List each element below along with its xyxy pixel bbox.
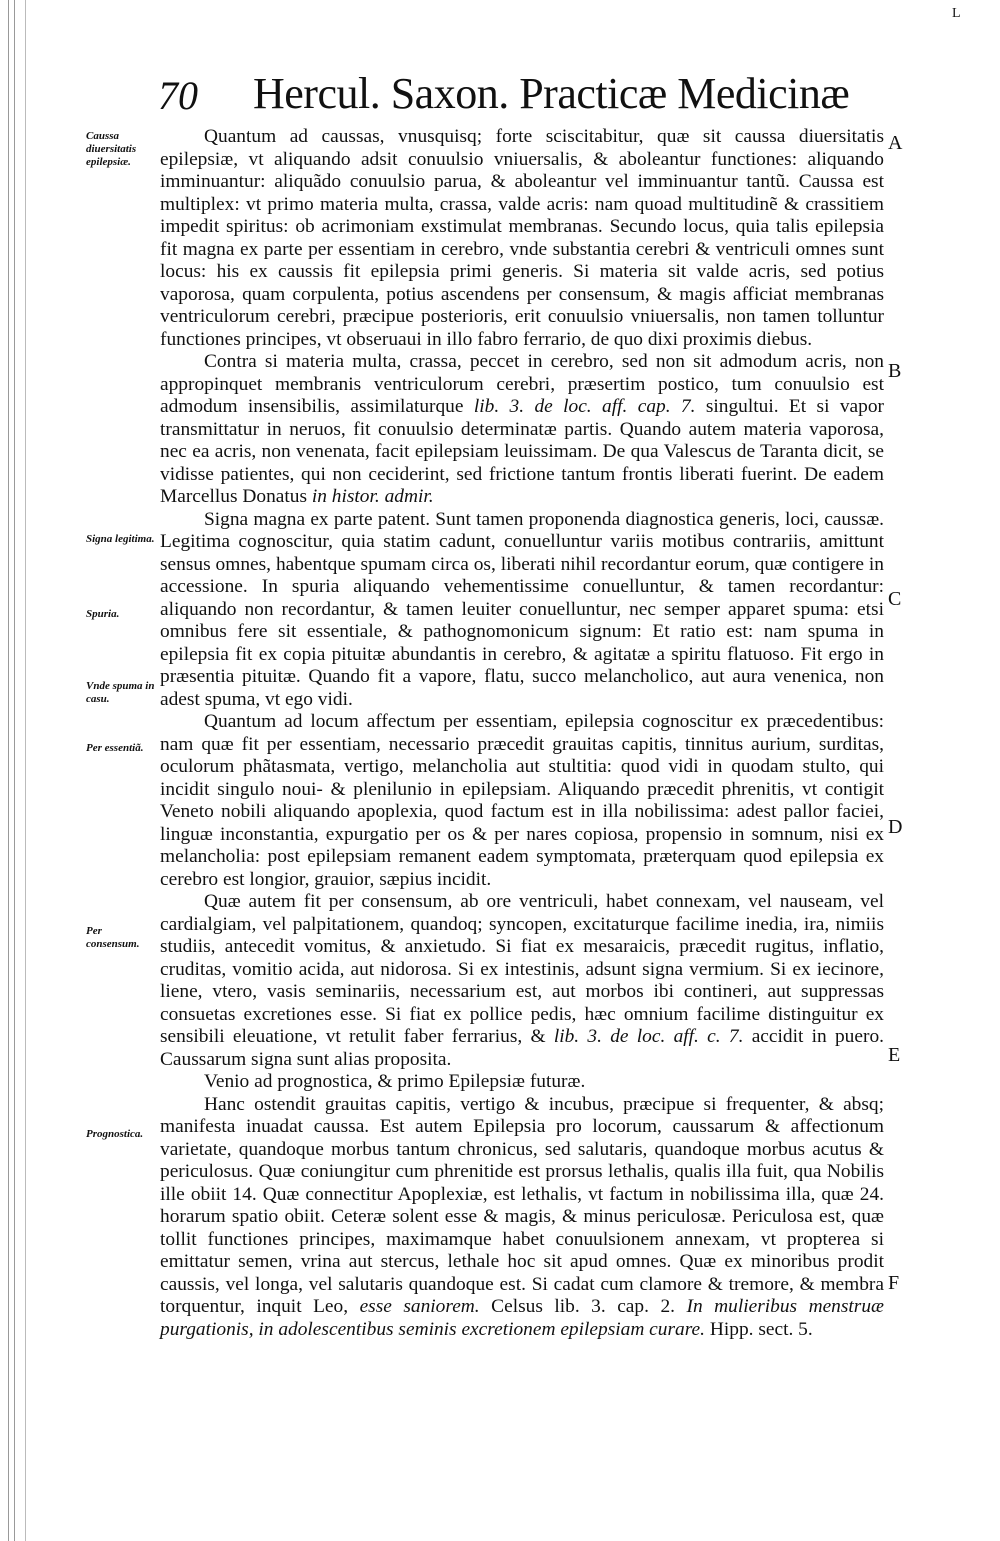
paragraph — [160, 509, 884, 712]
running-title: Hercul. Saxon. Practicæ Medicinæ — [253, 69, 850, 118]
sidenote-spuria: Spuria. — [86, 608, 120, 620]
paragraph — [160, 1071, 884, 1094]
corner-mark: L — [952, 6, 961, 21]
italic-reference: in histor. admir. — [311, 486, 434, 507]
sidenote-caussa: Caussa diuersitatis epilepsiæ. — [86, 130, 137, 168]
paragraph — [160, 711, 884, 891]
sidenote-prognostica: Prognostica. — [86, 1128, 144, 1140]
sidenote-signa-legitima: Signa legitima. — [86, 533, 155, 545]
binding-gutter-line — [14, 0, 15, 1541]
section-letter-b: B — [888, 360, 902, 382]
sidenote-per-essentiam: Per essentiã. — [86, 742, 144, 754]
sidenote-vnde-spuma: Vnde spuma in casu. — [86, 680, 155, 705]
paragraph-text: Hipp. sect. 5. — [705, 1318, 813, 1340]
paragraph-text: Contra si materia multa, crassa, peccet in cerebro, sed non sit admodum acris, non appropinquet membranis ventriculorum cerebri, præsertim postico, tum conuulsio est admodum insensibilis, assimilaturque — [160, 351, 884, 417]
paragraph — [160, 891, 884, 1071]
italic-reference: lib. 3. de loc. aff. cap. 7. — [473, 396, 696, 417]
italic-reference: In mulieribus menstruæ purgationis, in adolescentibus seminis excretionem epilepsiam curare. — [160, 1296, 884, 1340]
paragraph-text: Quantum ad locum affectum per essentiam, epilepsia cognoscitur ex præcedentibus: nam quæ fit per essentiam, necessario præcedit grauitas capitis, tinnitus aurium, surditas, oculorum phãtasmata, vertigo, melancholia aut stultitia: quod vidi in quodam stulto, qui incidit singulo noui- & plenilunio in epilepsiam. Aliquando præcedit phrenitis, vt contigit Veneto nobili aliquando apoplexia, quod factum est in illa nobilissima: adest pallor faciei, linguæ inconstantia, expurgatio per os & per nares copiosa, propensio in somnum, nisi ex melancholia: post epilepsiam remanent eadem symptomata, præterquam quod epilepsia ex cerebro est longior, grauior, sæpius incidit. — [160, 711, 884, 890]
italic-reference: esse saniorem. — [359, 1296, 480, 1317]
page-number: 70 — [158, 73, 198, 118]
binding-gutter — [8, 0, 26, 1541]
paragraph-text: Quantum ad caussas, vnusquisq; forte sciscitabitur, quæ sit caussa diuersitatis epilepsiæ, vt aliquando adsit conuulsio vniuersalis, & aboleantur functiones: aliquando imminuantur: aliquãdo conuulsio parua, & aboleantur vel imminuantur tantũ. Caussa est multiplex: vt primo materia multa, crassa, valde acris: nam quoad multitudinẽ & crassitiem impedit spiritus: ob acrimoniam exstimulat membranas. Secundo locus, quia talis epilepsia fit magna ex parte per essentiam in cerebro, vnde substantia cerebri & ventriculi omnes sunt locus: his ex caussis fit epilepsia primi generis. Si materia sit valde acris, sed potius vaporosa, quam corpulenta, potius ascendens per consensum, & magis afficiat membranas ventriculorum cerebri, præcipue posterioris, erit conuulsio vniuersalis, non tamen tolluntur functiones principes, vt obseruaui in illo fabro ferrario, de quo dixi proximis diebus. — [160, 126, 884, 350]
paragraph-text: Quæ autem fit per consensum, ab ore ventriculi, habet connexam, vel nauseam, vel cardialgiam, vel palpitationem, quandoq; syncopen, excitaturque facilime inedia, ira, nimiis studiis, antecedit vomitus, & anxietudo. Si fiat ex mesaraicis, præcedit rugitus, inflatio, cruditas, vomitio acida, aut nidorosa. Si ex intestinis, adsunt signa vermium. Si ex iecinore, liene, vtero, vasis seminariis, necessarium est, aut morbos ibi contineri, aut suppressas consuetas excretiones esse. Si fiat ex pollice pedis, hæc omnium facilime distinguitur ex sensibili eleuatione, vt retulit faber ferrarius, & — [160, 891, 884, 1047]
section-letter-a: A — [888, 132, 903, 154]
paragraph — [160, 1094, 884, 1342]
page-header — [158, 69, 918, 124]
section-letter-f: F — [888, 1272, 900, 1294]
section-letter-d: D — [888, 816, 903, 838]
italic-reference: lib. 3. de loc. aff. c. 7. — [553, 1026, 744, 1047]
paragraph-text: Venio ad prognostica, & primo Epilepsiæ futuræ. — [204, 1071, 586, 1092]
paragraph-text: accidit in puero. Caussarum signa sunt alias proposita. — [160, 1026, 884, 1070]
sidenote-per-consensum: Per consensum. — [86, 925, 140, 950]
section-letter-c: C — [888, 588, 902, 610]
paragraph-text: Signa magna ex parte patent. Sunt tamen proponenda diagnostica generis, loci, caussæ. Legitima cognoscitur, quia statim cadunt, conuelluntur variis motibus contrariis, amittunt sensus omnes, habentque spumam circa os, liberati nihil recordantur eorum, quæ contigere in accessione. In spuria aliquando vehementissime conuelluntur, & tamen recordantur: aliquando non recordantur, & tamen leuiter conuelluntur, nec semper apparet spuma: etsi omnibus fere sit essentiale, & pathognomonicum signum: Et ratio est: nam spuma in epilepsia fit ex copia pituitæ abundantis in cerebro, & agitatæ a spiritu flatuoso. Fit ergo in præsentia pituitæ. Quando fit a vapore, flatu, succo melancholico, aut aura venenica, non adest spuma, vt ego vidi. — [160, 508, 884, 710]
body-text — [160, 126, 884, 1341]
paragraph-text: Celsus lib. 3. cap. 2. — [479, 1296, 687, 1317]
paragraph — [160, 126, 884, 351]
paragraph-text: singultui. Et si vapor transmittatur in neruos, fit conuulsio determinatæ partis. Quando autem materia vaporosa, nec ea acris, non venenata, facit epilepsiam leuissimam. De qua Valescus de Taranta dicit, se vidisse patientes, qui non ceciderint, sed frictione tantum frontis liberati fuerint. De eadem Marcellus Donatus — [160, 396, 884, 507]
paragraph — [160, 351, 884, 509]
section-letter-e: E — [888, 1044, 901, 1066]
paragraph-text: Hanc ostendit grauitas capitis, vertigo & incubus, præcipue si frequenter, & absq; manifesta inuadat caussa. Est autem Epilepsia pro locorum, caussarum & affectionum varietate, quandoque morbus tantum chronicus, sed salutaris, quandoque morbus acutus & periculosus. Quæ coniungitur cum phrenitide est prorsus lethalis, qualis illa fuit, qua Nobilis ille obiit 14. Quæ connectitur Apoplexiæ, est lethalis, vt factum in nobilissima illa, quæ 24. horarum spatio obiit. Ceteræ solent esse & magis, & minus periculosæ. Periculosa est, quæ tollit functiones principes, maximamque habet conuulsionem annexam, vt propterea si emittatur semen, vrina aut stercus, lethale hoc sit apud omnes. Quæ ex minoribus prodit caussis, vel longa, vel salutaris quandoque est. Si cadat cum clamore & tremore, & membra torquentur, inquit Leo, — [160, 1093, 884, 1317]
